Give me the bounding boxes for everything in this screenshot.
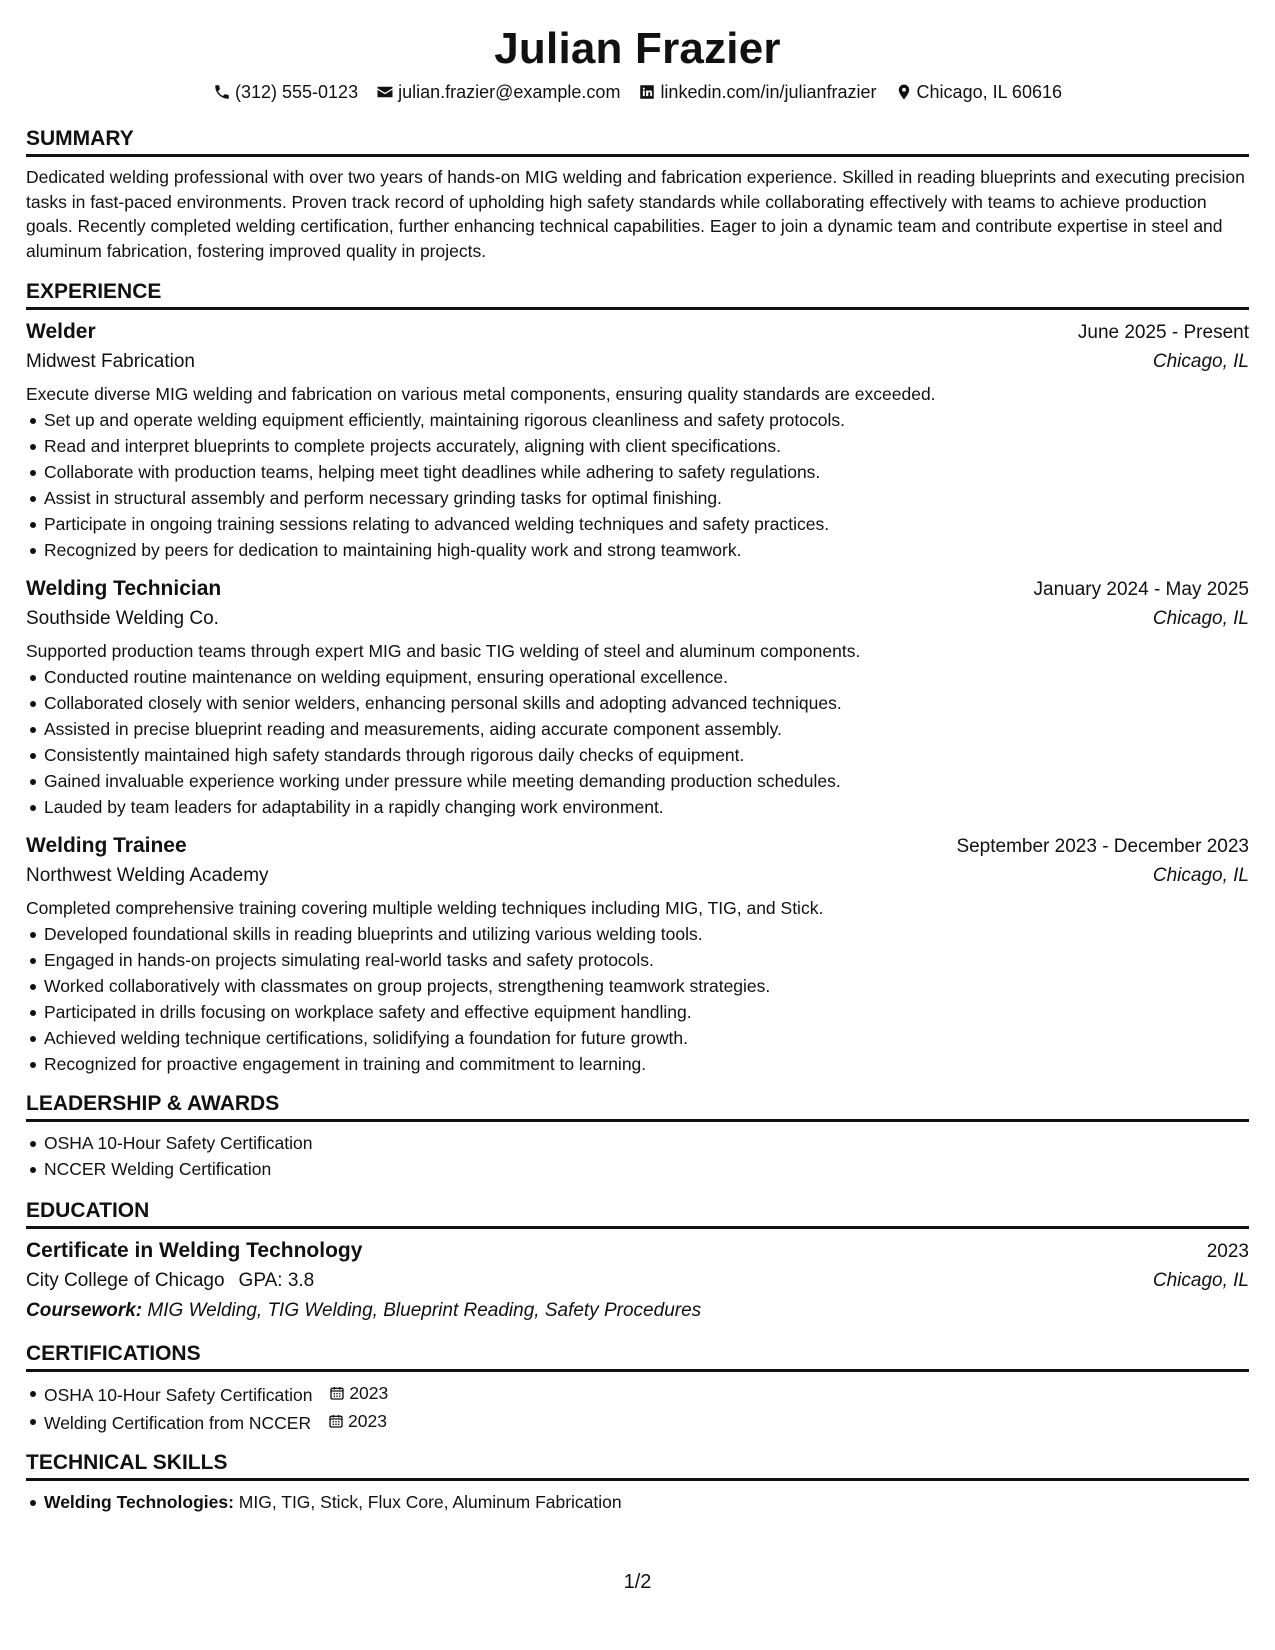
experience-heading: EXPERIENCE xyxy=(26,279,1249,310)
certification-name: OSHA 10-Hour Safety Certification xyxy=(44,1385,313,1405)
job-title: Welding Technician xyxy=(26,577,222,600)
contact-phone xyxy=(213,80,358,104)
resume-page xyxy=(26,22,1249,1515)
certification-date xyxy=(329,1380,388,1406)
list-item: Recognized for proactive engagement in training and commitment to learning. xyxy=(26,1051,1249,1077)
contact-linkedin xyxy=(638,80,876,104)
phone-text: (312) 555-0123 xyxy=(234,82,359,102)
list-item: Participate in ongoing training sessions relating to advanced welding techniques and safety practices. xyxy=(26,511,1249,537)
leadership-heading: LEADERSHIP & AWARDS xyxy=(26,1091,1249,1122)
job-bullets xyxy=(26,407,1249,563)
education-year: 2023 xyxy=(1206,1241,1249,1262)
leadership-section xyxy=(26,1091,1249,1182)
envelope-icon xyxy=(376,83,394,101)
job-dates: September 2023 - December 2023 xyxy=(956,836,1249,857)
coursework-label: Coursework: xyxy=(26,1300,143,1321)
phone-icon xyxy=(213,83,231,101)
certification-name: Welding Certification from NCCER xyxy=(44,1413,312,1433)
list-item xyxy=(26,1408,1249,1436)
coursework-text: MIG Welding, TIG Welding, Blueprint Reading, Safety Procedures xyxy=(147,1300,702,1321)
contact-email xyxy=(376,80,620,104)
gpa: GPA: 3.8 xyxy=(238,1270,315,1291)
page-number: 1/2 xyxy=(623,1571,652,1593)
education-heading: EDUCATION xyxy=(26,1198,1249,1229)
job-title: Welder xyxy=(26,320,96,343)
certifications-list xyxy=(26,1380,1249,1436)
job-dates: June 2025 - Present xyxy=(1077,322,1249,343)
list-item: Achieved welding technique certifications, solidifying a foundation for future growth. xyxy=(26,1025,1249,1051)
summary-text: Dedicated welding professional with over two years of hands-on MIG welding and fabrication experience. Skilled in reading blueprints and executing precision tasks in fast-paced environments. Proven track record of upholding high safety standards while collaborating effectively with teams to achieve production goals. Recently completed welding certification, further enhancing technical capabilities. Eager to join a dynamic team and contribute expertise in steel and aluminum fabrication, fostering improved quality in projects. xyxy=(26,167,1245,261)
list-item: Collaborate with production teams, helping meet tight deadlines while adhering to safety regulations. xyxy=(26,459,1249,485)
job-description: Completed comprehensive training covering multiple welding techniques including MIG, TIG, and Stick. xyxy=(26,898,824,918)
education-section xyxy=(26,1198,1249,1325)
school-name-line xyxy=(26,1266,314,1296)
job-entry xyxy=(26,832,1249,1077)
linkedin-link[interactable]: linkedin.com/in/julianfrazier xyxy=(660,82,877,102)
skills-list xyxy=(26,1489,1249,1515)
certification-year: 2023 xyxy=(348,1411,387,1431)
job-location: Chicago, IL xyxy=(1152,608,1249,629)
skills-section xyxy=(26,1450,1249,1515)
skills-heading: TECHNICAL SKILLS xyxy=(26,1450,1249,1481)
coursework-line xyxy=(26,1296,1249,1325)
calendar-icon xyxy=(329,1385,345,1401)
job-bullets xyxy=(26,664,1249,820)
list-item: Lauded by team leaders for adaptability in a rapidly changing work environment. xyxy=(26,794,1249,820)
job-location: Chicago, IL xyxy=(1152,865,1249,886)
list-item: OSHA 10-Hour Safety Certification xyxy=(26,1130,1249,1156)
list-item: Read and interpret blueprints to complete projects accurately, aligning with client specifications. xyxy=(26,433,1249,459)
list-item xyxy=(26,1380,1249,1408)
job-bullets xyxy=(26,921,1249,1077)
list-item: Conducted routine maintenance on welding equipment, ensuring operational excellence. xyxy=(26,664,1249,690)
summary-section xyxy=(26,126,1249,263)
email-link[interactable]: julian.frazier@example.com xyxy=(398,82,621,102)
map-pin-icon xyxy=(895,83,913,101)
list-item: Recognized by peers for dedication to maintaining high-quality work and strong teamwork. xyxy=(26,537,1249,563)
job-title: Welding Trainee xyxy=(26,834,187,857)
education-location: Chicago, IL xyxy=(1152,1270,1249,1291)
list-item xyxy=(26,1489,1249,1515)
job-entry xyxy=(26,318,1249,563)
education-entry xyxy=(26,1237,1249,1325)
list-item: Participated in drills focusing on workplace safety and effective equipment handling. xyxy=(26,999,1249,1025)
list-item: NCCER Welding Certification xyxy=(26,1156,1249,1182)
location-text: Chicago, IL 60616 xyxy=(916,82,1062,102)
experience-section xyxy=(26,279,1249,1077)
list-item: Developed foundational skills in reading blueprints and utilizing various welding tools. xyxy=(26,921,1249,947)
degree-title: Certificate in Welding Technology xyxy=(26,1239,363,1262)
job-dates: January 2024 - May 2025 xyxy=(1033,579,1249,600)
certifications-section xyxy=(26,1341,1249,1436)
job-entry xyxy=(26,575,1249,820)
certification-year: 2023 xyxy=(349,1383,389,1403)
school-name: City College of Chicago xyxy=(26,1270,225,1291)
certification-date xyxy=(328,1408,387,1434)
list-item: Assisted in precise blueprint reading and measurements, aiding accurate component assembly. xyxy=(26,716,1249,742)
linkedin-icon xyxy=(638,83,656,101)
skill-label: Welding Technologies: xyxy=(44,1492,234,1512)
candidate-name: Julian Frazier xyxy=(494,24,781,73)
list-item: Engaged in hands-on projects simulating real-world tasks and safety protocols. xyxy=(26,947,1249,973)
contact-location xyxy=(895,80,1062,104)
calendar-icon xyxy=(328,1413,344,1429)
list-item: Set up and operate welding equipment efficiently, maintaining rigorous cleanliness and safety protocols. xyxy=(26,407,1249,433)
job-company: Southside Welding Co. xyxy=(26,608,219,629)
list-item: Assist in structural assembly and perform necessary grinding tasks for optimal finishing. xyxy=(26,485,1249,511)
job-company: Northwest Welding Academy xyxy=(26,865,269,886)
job-location: Chicago, IL xyxy=(1152,351,1249,372)
skill-value: MIG, TIG, Stick, Flux Core, Aluminum Fabrication xyxy=(238,1492,622,1512)
contact-bar xyxy=(26,80,1249,104)
list-item: Collaborated closely with senior welders, enhancing personal skills and adopting advanced techniques. xyxy=(26,690,1249,716)
list-item: Consistently maintained high safety standards through rigorous daily checks of equipment. xyxy=(26,742,1249,768)
summary-heading: SUMMARY xyxy=(26,126,1249,157)
job-description: Execute diverse MIG welding and fabrication on various metal components, ensuring quality standards are exceeded. xyxy=(26,384,936,404)
certifications-heading: CERTIFICATIONS xyxy=(26,1341,1249,1372)
job-company: Midwest Fabrication xyxy=(26,351,195,372)
job-description: Supported production teams through expert MIG and basic TIG welding of steel and aluminum components. xyxy=(26,641,861,661)
leadership-list xyxy=(26,1130,1249,1182)
list-item: Gained invaluable experience working under pressure while meeting demanding production schedules. xyxy=(26,768,1249,794)
list-item: Worked collaboratively with classmates on group projects, strengthening teamwork strategies. xyxy=(26,973,1249,999)
